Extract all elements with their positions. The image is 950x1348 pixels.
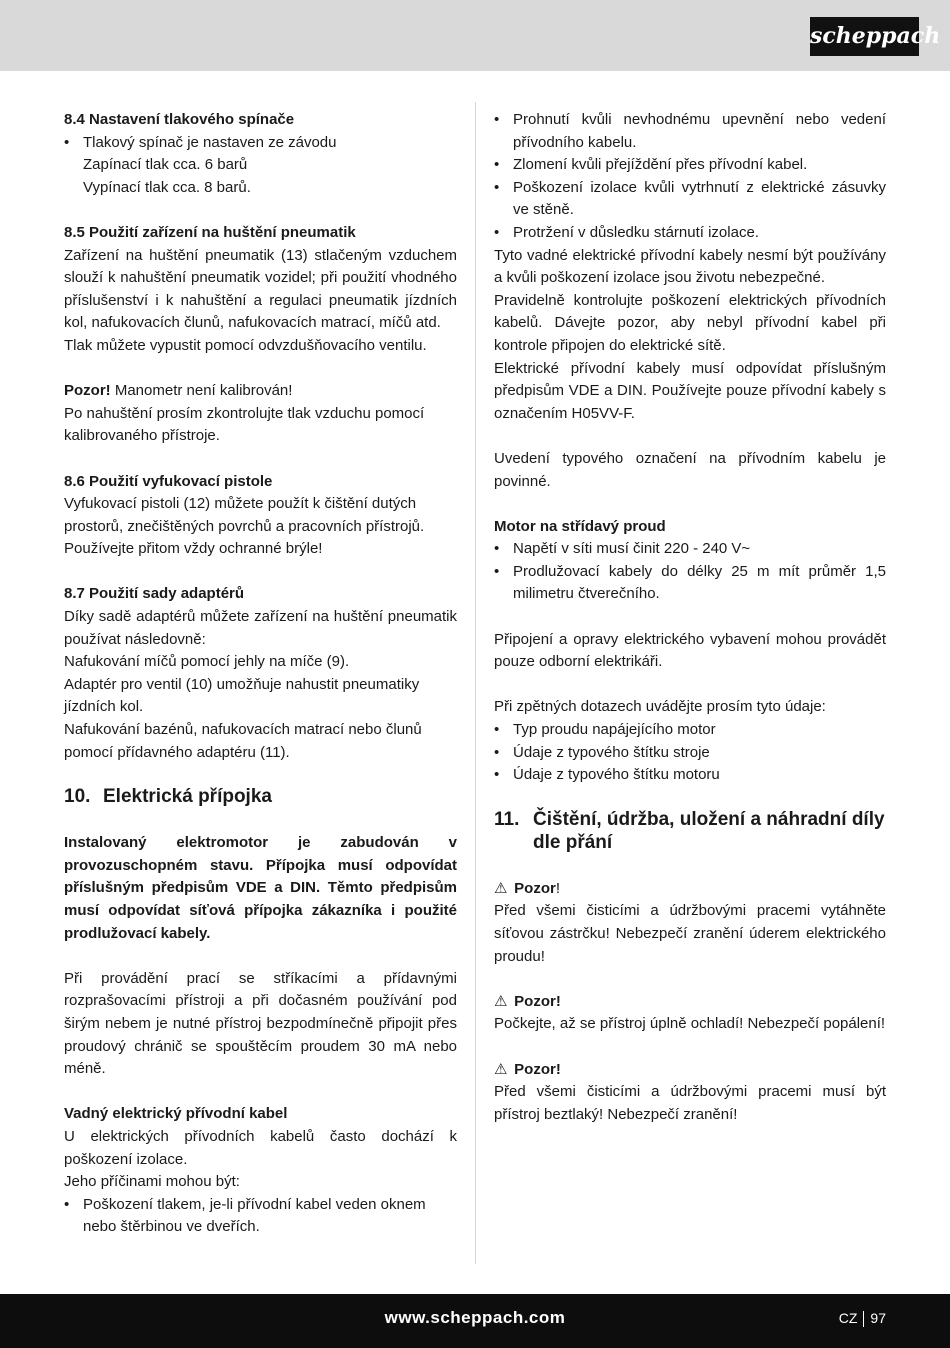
section-8-6-title: 8.6 Použití vyfukovací pistole: [64, 472, 273, 490]
warning-label: Pozor: [514, 879, 556, 897]
motor-list: [494, 538, 886, 606]
list-item: • Prodlužovací kabely do délky 25 m mít průměr 1,5 milimetru čtverečního.: [494, 561, 886, 606]
paragraph: Jeho příčinami mohou být:: [64, 1173, 240, 1191]
vadny-kabel-title: Vadný elektrický přívodní kabel: [64, 1105, 288, 1123]
paragraph: Uvedení typového označení na přívodním kabelu je povinné.: [494, 449, 886, 490]
warning-label: Pozor!: [514, 992, 561, 1010]
paragraph: Pravidelně kontrolujte poškození elektrických přívodních kabelů. Dávejte pozor, aby nebyl přívodní kabel při kontrole připojen do elektrické sítě.: [494, 291, 886, 354]
warning-label: Pozor!: [514, 1060, 561, 1078]
section-number: 11.: [494, 808, 520, 830]
warning-icon: ⚠: [494, 1060, 508, 1078]
list-item: • Napětí v síti musí činit 220 - 240 V~: [494, 538, 886, 561]
warning-heading: [494, 1059, 886, 1082]
paragraph: Počkejte, až se přístroj úplně ochladí! Nebezpečí popálení!: [494, 1015, 886, 1033]
list-item: • Údaje z typového štítku motoru: [494, 764, 886, 787]
warning-icon: ⚠: [494, 879, 508, 897]
left-column: [64, 109, 457, 1239]
pozor-label: Pozor!: [64, 382, 111, 400]
warning-excl: !: [555, 879, 561, 897]
section-8-4-title: 8.4 Nastavení tlakového spínače: [64, 111, 295, 128]
section-10-heading: [64, 785, 457, 808]
warning-heading: [494, 991, 886, 1014]
scheppach-logo: scheppach: [810, 17, 919, 56]
language-code: CZ: [838, 1310, 858, 1326]
paragraph: Díky sadě adaptérů můžete zařízení na huštění pneumatik používat následovně:: [64, 608, 457, 648]
paragraph: Před všemi čisticími a údržbovými pracemi vytáhněte síťovou zástrčku! Nebezpečí zranění úderem elektrického proudu!: [494, 902, 886, 965]
warning-icon: ⚠: [494, 992, 508, 1010]
column-divider: [475, 102, 476, 1264]
section-8-7-title: 8.7 Použití sady adaptérů: [64, 585, 245, 603]
section-title: Elektrická přípojka: [103, 786, 272, 808]
paragraph-bold: Instalovaný elektromotor je zabudován v provozuschopném stavu. Přípojka musí odpovídat příslušným předpisům VDE a DIN. Těmto předpisům musí odpovídat síťová přípojka zákazníka i použité prodlužovací kabely.: [64, 834, 457, 942]
text-line: Vypínací tlak cca. 8 barů.: [83, 178, 251, 196]
header-bar: [0, 0, 950, 71]
page-indicator: [839, 1294, 886, 1342]
right-column: [494, 109, 886, 1126]
list-item: • Prohnutí kvůli nevhodnému upevnění nebo vedení přívodního kabelu.: [494, 109, 886, 154]
paragraph: Před všemi čisticími a údržbovými pracemi musí být přístroj beztlaký! Nebezpečí zranění!: [494, 1083, 886, 1123]
paragraph: Vyfukovací pistoli (12) můžete použít k čištění dutých prostorů, znečištěných povrchů a pracovních přístrojů. Používejte přitom vždy ochranné brýle!: [64, 495, 425, 558]
paragraph: Tyto vadné elektrické přívodní kabely nesmí být používány a kvůli poškození izolace jsou životu nebezpečné.: [494, 246, 886, 287]
paragraph: Adaptér pro ventil (10) umožňuje nahustit pneumatiky jízdních kol.: [64, 675, 420, 716]
separator: [863, 1311, 864, 1327]
paragraph: Elektrické přívodní kabely musí odpovídat příslušným předpisům VDE a DIN. Používejte pouze přívodní kabely s označením H05VV-F.: [494, 359, 886, 422]
list-item: • Protržení v důsledku stárnutí izolace.: [494, 222, 886, 245]
section-number: 10.: [64, 786, 91, 808]
pozor-line: [64, 380, 457, 403]
cause-list: [64, 1194, 457, 1239]
paragraph: Při provádění prací se stříkacími a přídavnými rozprašovacími přístroji a při dočasném používání pod širým nebem je nutné přístroj bezpodmínečně připojit přes proudový chránič se spouštěcím proudem 30 mA nebo méně.: [64, 969, 457, 1078]
list-item: • Typ proudu napájejícího motor: [494, 719, 886, 742]
section-8-5-title: 8.5 Použití zařízení na huštění pneumatik: [64, 223, 356, 241]
section-title: Čištění, údržba, uložení a náhradní díly dle přání: [533, 808, 885, 853]
text-line: Zapínací tlak cca. 6 barů: [83, 156, 248, 174]
paragraph: Nafukování bazénů, nafukovacích matrací nebo člunů pomocí přídavného adaptéru (11).: [64, 721, 422, 761]
list-item: • Poškození izolace kvůli vytrhnutí z elektrické zásuvky ve stěně.: [494, 177, 886, 222]
page-number: 97: [870, 1310, 886, 1326]
section-11-heading: [494, 808, 886, 854]
pozor-text: Manometr není kalibrován!: [110, 382, 293, 400]
info-list: [494, 719, 886, 787]
paragraph: Připojení a opravy elektrického vybavení mohou provádět pouze odborní elektrikáři.: [494, 630, 886, 671]
warning-heading: [494, 878, 886, 901]
list-item: • Zlomení kvůli přejíždění přes přívodní kabel.: [494, 154, 886, 177]
website-link[interactable]: www.scheppach.com: [384, 1308, 566, 1327]
paragraph: U elektrických přívodních kabelů často dochází k poškození izolace.: [64, 1127, 457, 1168]
paragraph: Tlak můžete vypustit pomocí odvzdušňovacího ventilu.: [64, 336, 427, 354]
section-8-4-list: [64, 132, 457, 155]
paragraph: Nafukování míčů pomocí jehly na míče (9).: [64, 653, 350, 671]
list-item: • Poškození tlakem, je-li přívodní kabel veden oknem nebo štěrbinou ve dveřích.: [64, 1194, 457, 1239]
list-item: • Tlakový spínač je nastaven ze závodu: [64, 132, 457, 155]
paragraph: Po nahuštění prosím zkontrolujte tlak vzduchu pomocí kalibrovaného přístroje.: [64, 404, 425, 445]
list-item: • Údaje z typového štítku stroje: [494, 742, 886, 765]
paragraph: Zařízení na huštění pneumatik (13) stlačeným vzduchem slouží k nahuštění pneumatik vozidel; při použití vhodného příslušenství i k nahuštění a regulaci pneumatik jízdních kol, nafukovacích člunů, nafukovacích matrací, míčů atd.: [64, 246, 457, 332]
motor-title: Motor na střídavý proud: [494, 517, 666, 535]
cause-list-continued: [494, 109, 886, 245]
footer-bar: [0, 1294, 950, 1348]
paragraph: Při zpětných dotazech uvádějte prosím tyto údaje:: [494, 698, 826, 716]
